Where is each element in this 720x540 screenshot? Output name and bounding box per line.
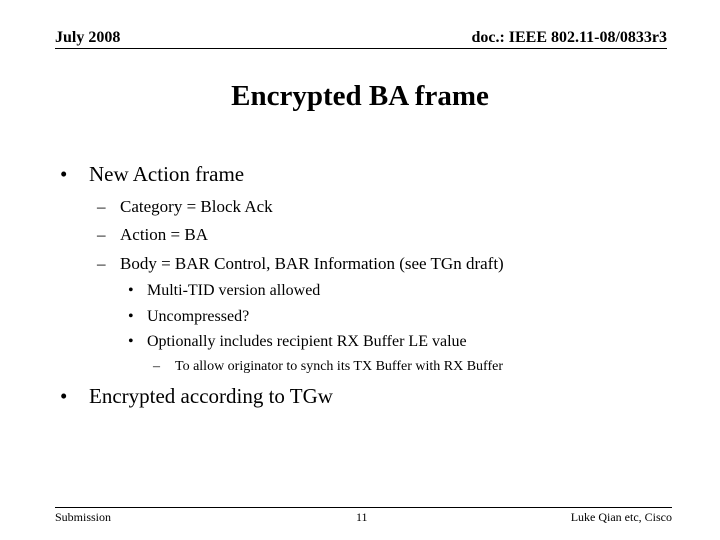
bullet-level4-item	[153, 359, 503, 375]
bullet-dot: •	[128, 308, 134, 325]
bullet-text: Multi-TID version allowed	[147, 282, 321, 299]
bullet-level2-item	[97, 254, 504, 274]
bullet-level3-item	[128, 282, 320, 300]
header-divider	[55, 48, 667, 49]
bullet-dash: –	[97, 225, 106, 244]
bullet-dash: –	[97, 197, 106, 216]
bullet-text: Body = BAR Control, BAR Information (see TGn draft)	[120, 254, 504, 273]
bullet-level1-item	[60, 162, 244, 187]
bullet-text: Action = BA	[120, 225, 208, 244]
bullet-dash: –	[153, 359, 160, 374]
bullet-dash: –	[97, 254, 106, 273]
bullet-level3-item	[128, 333, 467, 351]
bullet-dot: •	[128, 333, 134, 350]
footer-author: Luke Qian etc, Cisco	[570, 510, 672, 524]
slide-title: Encrypted BA frame	[231, 80, 489, 112]
bullet-text: To allow originator to synch its TX Buffer with RX Buffer	[175, 359, 503, 374]
bullet-dot: •	[60, 162, 68, 186]
bullet-dot: •	[128, 282, 134, 299]
bullet-text: Category = Block Ack	[120, 197, 273, 216]
header-doc-id: doc.: IEEE 802.11-08/0833r3	[471, 29, 667, 46]
footer-divider	[55, 507, 672, 508]
bullet-level3-item	[128, 308, 249, 326]
footer-page-number: 11	[356, 510, 368, 524]
footer-submission: Submission	[55, 510, 112, 524]
bullet-text: Optionally includes recipient RX Buffer LE value	[147, 333, 467, 350]
header-date: July 2008	[55, 29, 121, 46]
bullet-dot: •	[60, 384, 68, 408]
bullet-level2-item	[97, 197, 273, 217]
bullet-level1-item	[60, 384, 333, 409]
bullet-text: Encrypted according to TGw	[89, 384, 333, 408]
bullet-level2-item	[97, 225, 208, 245]
bullet-text: Uncompressed?	[147, 308, 250, 325]
bullet-text: New Action frame	[89, 162, 245, 186]
